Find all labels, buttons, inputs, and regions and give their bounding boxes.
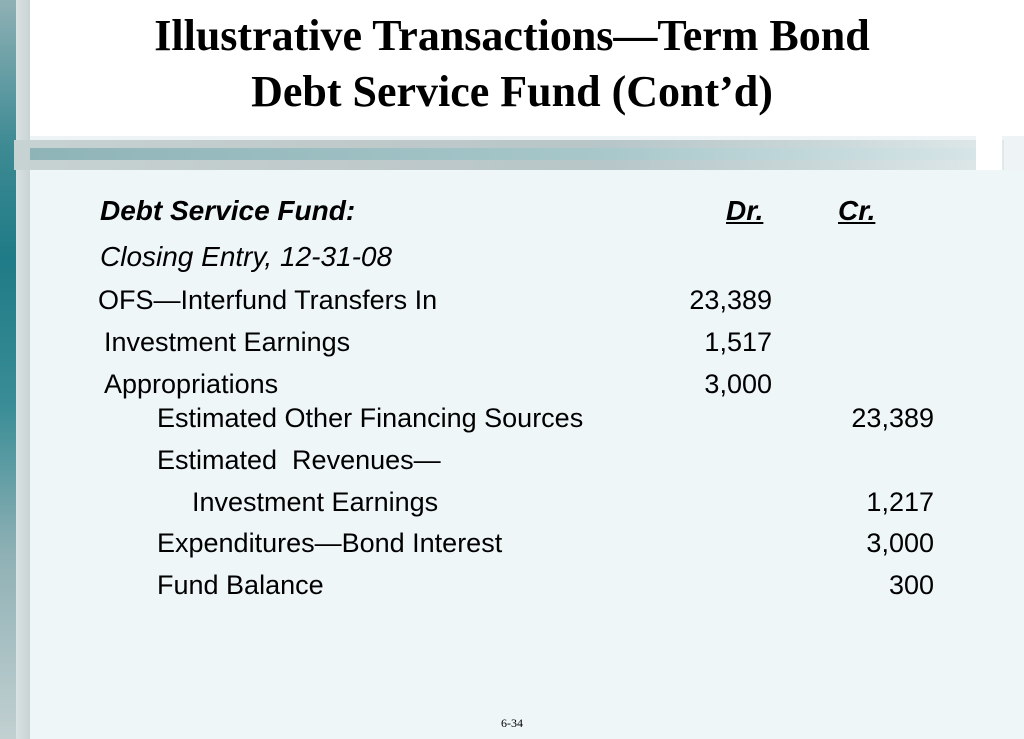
credit-amount: 23,389 (851, 403, 934, 433)
credit-column-header: Cr. (838, 195, 876, 226)
debit-column-header: Dr. (726, 195, 764, 226)
credit-account: Investment Earnings (192, 487, 439, 517)
entry-label: Closing Entry, 12-31-08 (100, 241, 393, 272)
page-number: 6-34 (501, 716, 523, 730)
title-line-1: Illustrative Transactions—Term Bond (154, 11, 870, 60)
debit-account: Appropriations (104, 369, 279, 399)
debit-amount: 23,389 (689, 285, 772, 315)
credit-amount: 300 (888, 570, 934, 600)
debit-account: Investment Earnings (104, 327, 351, 357)
divider-line (30, 148, 976, 160)
credit-account: Fund Balance (157, 570, 324, 600)
credit-account: Estimated Other Financing Sources (157, 403, 584, 433)
fund-label: Debt Service Fund: (100, 195, 356, 226)
slide-title (0, 8, 1024, 120)
credit-amount: 1,217 (866, 487, 934, 517)
debit-amount: 1,517 (704, 327, 772, 357)
credit-account: Expenditures—Bond Interest (157, 528, 503, 558)
debit-account: OFS—Interfund Transfers In (98, 285, 438, 315)
title-line-2: Debt Service Fund (Cont’d) (251, 67, 773, 116)
credit-amount: 3,000 (866, 528, 934, 558)
credit-account: Estimated Revenues— (157, 445, 441, 475)
debit-amount: 3,000 (704, 369, 772, 399)
